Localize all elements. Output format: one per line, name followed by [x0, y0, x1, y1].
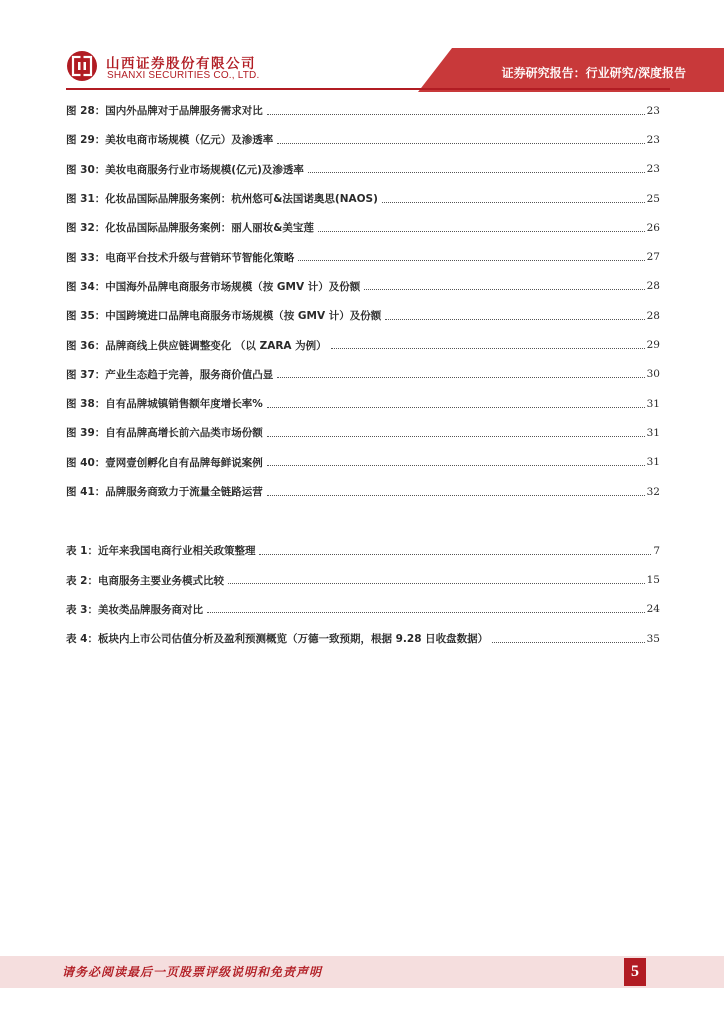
table-of-contents [66, 96, 660, 653]
page-header [0, 0, 724, 92]
dot-leader [267, 113, 645, 115]
footer-disclaimer: 请务必阅读最后一页股票评级说明和免责声明 [62, 965, 323, 979]
page-number: 5 [624, 958, 646, 986]
toc-entry-figure-33[interactable] [66, 242, 660, 271]
dot-leader [277, 142, 644, 144]
toc-entry-figure-34[interactable] [66, 272, 660, 301]
toc-entry-page: 28 [646, 309, 660, 322]
dot-leader [298, 259, 644, 261]
toc-entry-label: 表 3：美妆类品牌服务商对比 [66, 603, 203, 616]
dot-leader [267, 494, 645, 496]
toc-entry-label: 图 40：壹网壹创孵化自有品牌每鲜说案例 [66, 456, 263, 469]
toc-entry-page: 27 [646, 251, 660, 264]
toc-entry-figure-39[interactable] [66, 418, 660, 447]
toc-entry-page: 24 [646, 603, 660, 616]
dot-leader [267, 406, 645, 408]
dot-leader [385, 318, 644, 320]
toc-entry-page: 23 [646, 163, 660, 176]
toc-entry-label: 图 30：美妆电商服务行业市场规模(亿元)及渗透率 [66, 163, 304, 176]
toc-entry-page: 23 [646, 133, 660, 146]
toc-entry-table-2[interactable] [66, 565, 660, 594]
toc-entry-page: 29 [646, 339, 660, 352]
toc-entry-label: 图 36：品牌商线上供应链调整变化 （以 ZARA 为例） [66, 339, 327, 352]
toc-entry-table-3[interactable] [66, 595, 660, 624]
toc-entry-label: 图 34：中国海外品牌电商服务市场规模（按 GMV 计）及份额 [66, 280, 361, 293]
toc-entry-page: 23 [646, 104, 660, 117]
toc-entry-page: 25 [646, 192, 660, 205]
toc-entry-table-4[interactable] [66, 624, 660, 653]
toc-entry-page: 35 [646, 632, 660, 645]
toc-entry-label: 图 41：品牌服务商致力于流量全链路运营 [66, 486, 263, 498]
toc-entry-label: 表 4：板块内上市公司估值分析及盈利预测概览（万德一致预期，根据 9.28 日收盘数据） [66, 633, 489, 646]
toc-entry-figure-41[interactable] [66, 477, 660, 506]
dot-leader [277, 376, 644, 378]
toc-entry-label: 图 35：中国跨境进口品牌电商服务市场规模（按 GMV 计）及份额 [66, 310, 382, 323]
toc-entry-figure-29[interactable] [66, 125, 660, 154]
toc-entry-figure-30[interactable] [66, 155, 660, 184]
figure-list [66, 96, 660, 506]
toc-entry-label: 图 33：电商平台技术升级与营销环节智能化策略 [66, 251, 295, 264]
toc-entry-figure-38[interactable] [66, 389, 660, 418]
section-gap [66, 506, 660, 536]
shanxi-securities-logo-icon [66, 50, 98, 82]
toc-entry-page: 28 [646, 280, 660, 293]
toc-entry-label: 图 28：国内外品牌对于品牌服务需求对比 [66, 105, 263, 118]
toc-entry-page: 31 [646, 426, 660, 439]
dot-leader [259, 553, 651, 555]
toc-entry-label: 图 31：化妆品国际品牌服务案例：杭州悠可&法国诺奥思(NAOS) [66, 193, 378, 206]
table-list [66, 536, 660, 653]
toc-entry-label: 图 39：自有品牌高增长前六品类市场份额 [66, 427, 263, 440]
dot-leader [382, 201, 645, 203]
dot-leader [267, 435, 645, 437]
toc-entry-label: 图 32：化妆品国际品牌服务案例：丽人丽妆&美宝莲 [66, 222, 314, 235]
toc-entry-figure-31[interactable] [66, 184, 660, 213]
toc-entry-page: 31 [646, 397, 660, 410]
toc-entry-figure-36[interactable] [66, 330, 660, 359]
toc-entry-label: 表 2：电商服务主要业务模式比较 [66, 574, 224, 587]
company-name-en: SHANXI SECURITIES CO., LTD. [107, 70, 260, 81]
toc-entry-table-1[interactable] [66, 536, 660, 565]
dot-leader [492, 641, 644, 643]
toc-entry-figure-32[interactable] [66, 213, 660, 242]
toc-entry-page: 30 [646, 368, 660, 381]
toc-entry-page: 26 [646, 221, 660, 234]
report-type: 证券研究报告：行业研究/深度报告 [501, 66, 686, 80]
toc-entry-page: 31 [646, 456, 660, 469]
toc-entry-label: 图 38：自有品牌城镇销售额年度增长率% [66, 398, 263, 411]
toc-entry-page: 7 [653, 544, 660, 557]
toc-entry-figure-35[interactable] [66, 301, 660, 330]
toc-entry-page: 15 [646, 574, 660, 587]
toc-entry-label: 图 29：美妆电商市场规模（亿元）及渗透率 [66, 134, 274, 147]
dot-leader [267, 464, 645, 466]
header-rule [66, 88, 670, 90]
toc-entry-figure-37[interactable] [66, 360, 660, 389]
toc-entry-figure-40[interactable] [66, 448, 660, 477]
company-name-cn: 山西证券股份有限公司 [106, 56, 256, 72]
dot-leader [364, 288, 644, 290]
dot-leader [308, 171, 645, 173]
dot-leader [207, 611, 645, 613]
toc-entry-label: 图 37：产业生态趋于完善，服务商价值凸显 [66, 368, 274, 381]
dot-leader [228, 582, 645, 584]
toc-entry-label: 表 1：近年来我国电商行业相关政策整理 [66, 545, 256, 558]
dot-leader [331, 347, 645, 349]
toc-entry-page: 32 [646, 485, 660, 498]
toc-entry-figure-28[interactable] [66, 96, 660, 125]
dot-leader [318, 230, 645, 232]
